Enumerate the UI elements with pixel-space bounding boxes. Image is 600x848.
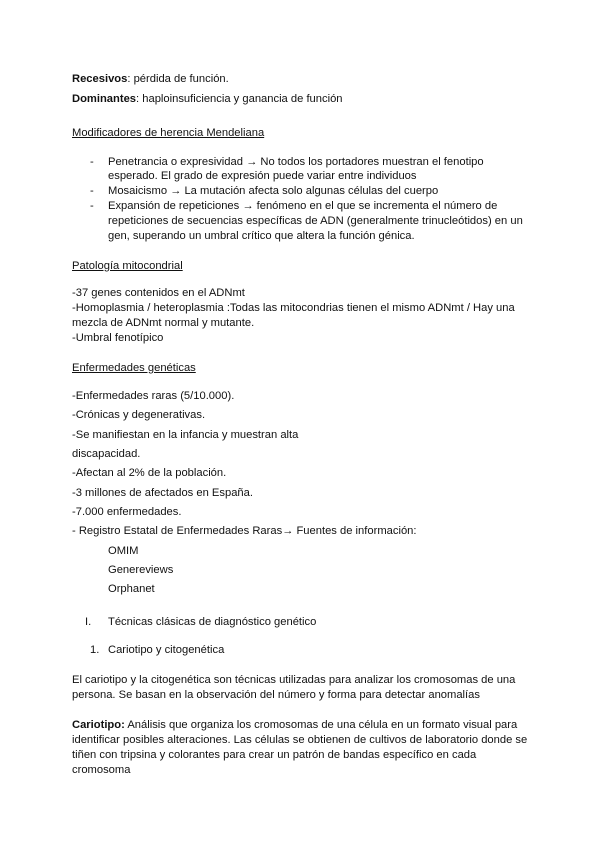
enfermedades-line-5: -Afectan al 2% de la población. <box>72 467 227 479</box>
enfermedades-line-6: -3 millones de afectados en España. <box>72 487 253 499</box>
enfermedades-line-3: -Se manifiestan en la infancia y muestran alta <box>72 429 299 441</box>
source-genereviews: Genereviews <box>108 564 174 576</box>
modificadores-item-3-line-3: gen, superando un umbral crítico que altera la función génica. <box>108 230 415 242</box>
section-1-title: Cariotipo y citogenética <box>108 644 225 656</box>
modificadores-item-1-line-1: Penetrancia o expresividad → No todos los portadores muestran el fenotipo <box>108 156 484 168</box>
modificadores-heading: Modificadores de herencia Mendeliana <box>72 127 265 139</box>
enfermedades-line-4: discapacidad. <box>72 448 141 460</box>
mitocondrial-line-4: -Umbral fenotípico <box>72 332 164 344</box>
modificadores-item-1-line-2: esperado. El grado de expresión puede variar entre individuos <box>108 170 417 182</box>
cariotipo-line-3: tiñen con tripsina y colorantes para crear un patrón de bandas específico en cada <box>72 749 477 761</box>
enfermedades-line-1: -Enfermedades raras (5/10.000). <box>72 390 235 402</box>
dominantes-line <box>72 92 343 107</box>
enfermedades-line-7: -7.000 enfermedades. <box>72 506 182 518</box>
bullet-dash: - <box>90 200 94 212</box>
bullet-dash: - <box>90 156 94 168</box>
cariotipo-line-4: cromosoma <box>72 764 131 776</box>
cariotipo-text-1: Análisis que organiza los cromosomas de una célula en un formato visual para <box>124 719 518 731</box>
mitocondrial-heading: Patología mitocondrial <box>72 260 183 272</box>
recesivos-line <box>72 72 229 87</box>
source-orphanet: Orphanet <box>108 583 155 595</box>
enfermedades-heading: Enfermedades genéticas <box>72 362 196 374</box>
enfermedades-line-2: -Crónicas y degenerativas. <box>72 409 206 421</box>
mitocondrial-line-3: mezcla de ADNmt normal y mutante. <box>72 317 255 329</box>
cariotipo-term: Cariotipo: <box>72 719 125 731</box>
intro-line-2: persona. Se basan en la observación del número y forma para detectar anomalías <box>72 689 480 701</box>
bullet-dash: - <box>90 185 94 197</box>
enfermedades-line-8: - Registro Estatal de Enfermedades Raras→ Fuentes de información: <box>72 525 417 537</box>
section-1-marker: 1. <box>90 644 100 656</box>
section-i-marker: I. <box>85 616 92 628</box>
modificadores-item-2-line-1: Mosaicismo → La mutación afecta solo algunas células del cuerpo <box>108 185 439 197</box>
modificadores-item-3-line-1: Expansión de repeticiones → fenómeno en el que se incrementa el número de <box>108 200 498 212</box>
section-i-title: Técnicas clásicas de diagnóstico genético <box>108 616 317 628</box>
mitocondrial-line-2: -Homoplasmia / heteroplasmia :Todas las mitocondrias tienen el mismo ADNmt / Hay una <box>72 302 515 314</box>
modificadores-item-3-line-2: repeticiones de secuencias específicas de ADN (generalmente trinucleótidos) en un <box>108 215 523 227</box>
recesivos-text: : pérdida de función. <box>127 73 229 85</box>
dominantes-term: Dominantes <box>72 93 137 105</box>
cariotipo-line-1 <box>72 718 517 733</box>
dominantes-text: : haploinsuficiencia y ganancia de función <box>136 93 343 105</box>
mitocondrial-line-1: -37 genes contenidos en el ADNmt <box>72 287 245 299</box>
recesivos-term: Recesivos <box>72 73 128 85</box>
intro-line-1: El cariotipo y la citogenética son técnicas utilizadas para analizar los cromosomas de una <box>72 674 516 686</box>
source-omim: OMIM <box>108 545 139 557</box>
cariotipo-line-2: identificar posibles alteraciones. Las células se obtienen de cultivos de laboratorio donde se <box>72 734 528 746</box>
